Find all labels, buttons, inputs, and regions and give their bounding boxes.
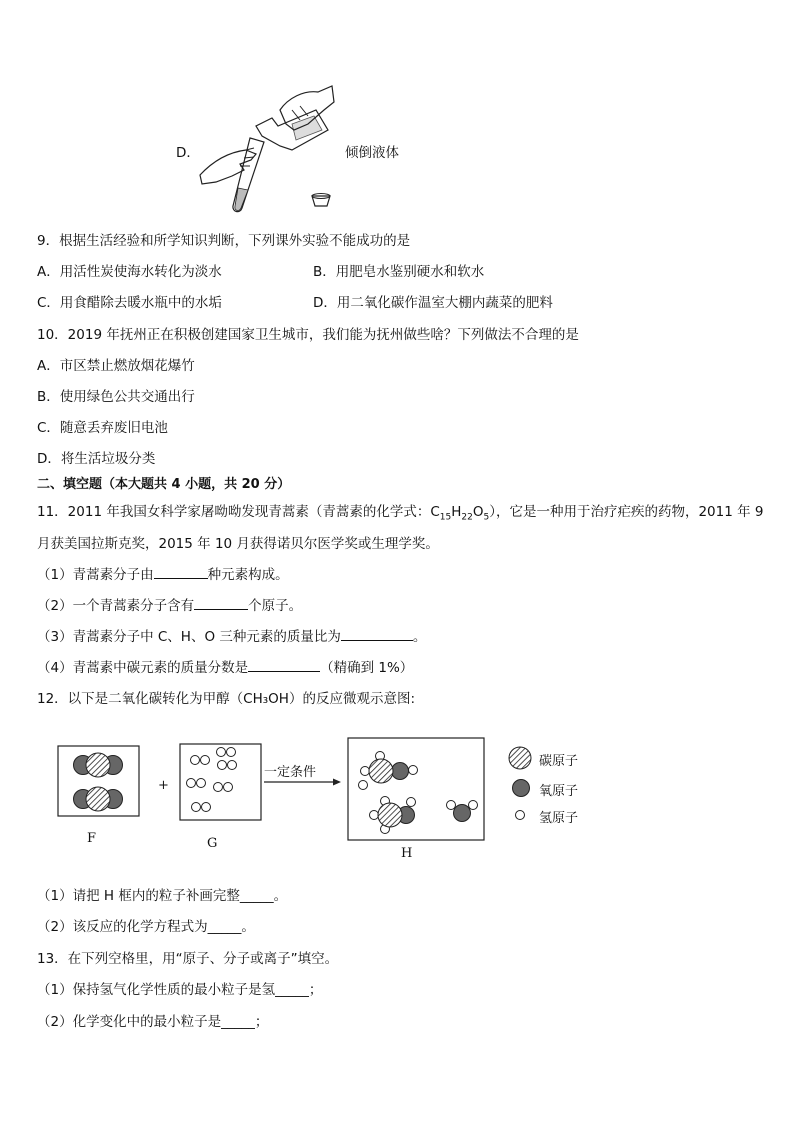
q9-option-c: C．用食醋除去暖水瓶中的水垢 — [37, 295, 222, 311]
box-g-label: G — [207, 836, 218, 851]
q13-part-2: （2）化学变化中的最小粒子是_____； — [37, 1014, 269, 1030]
methanol-molecule — [370, 797, 416, 834]
q11-part-2: （2）一个青蒿素分子含有 个原子。 — [37, 598, 303, 614]
q10-option-c: C．随意丢弃废旧电池 — [37, 420, 168, 436]
co2-molecule — [74, 753, 123, 777]
q12-part-1: （1）请把 H 框内的粒子补画完整_____。 — [37, 888, 288, 904]
q10-option-b: B．使用绿色公共交通出行 — [37, 389, 195, 405]
q10-option-d: D．将生活垃圾分类 — [37, 451, 156, 467]
box-f-label: F — [87, 831, 97, 846]
legend-hydrogen: 氢原子 — [539, 811, 579, 826]
q11-stem-continued: 月获美国拉斯克奖，2015 年 10 月获得诺贝尔医学奖或生理学奖。 — [37, 536, 439, 552]
q11-part-4: （4）青蒿素中碳元素的质量分数是 （精确到 1%） — [37, 660, 414, 676]
option-d-caption: 倾倒液体 — [345, 145, 399, 161]
water-molecule — [447, 801, 478, 822]
box-h-label: H — [401, 846, 413, 861]
q9-option-b: B．用肥皂水鉴别硬水和软水 — [313, 264, 485, 280]
q13-stem: 13．在下列空格里，用“原子、分子或离子”填空。 — [37, 951, 339, 967]
carbon-atom-legend-icon — [509, 747, 531, 769]
q12-stem: 12．以下是二氧化碳转化为甲醇（CH₃OH）的反应微观示意图: — [37, 691, 415, 707]
plus-sign: + — [158, 778, 169, 793]
q11-part-3: （3）青蒿素分子中 C、H、O 三种元素的质量比为 。 — [37, 629, 427, 645]
option-d-letter: D． — [176, 145, 200, 161]
q11-part-1: （1）青蒿素分子由 种元素构成。 — [37, 567, 289, 583]
legend-oxygen: 氧原子 — [539, 784, 579, 799]
box-h — [348, 738, 484, 840]
hydrogen-atom-legend-icon — [516, 811, 525, 820]
h2-molecules — [187, 748, 237, 812]
q9-option-a: A．用活性炭使海水转化为淡水 — [37, 264, 222, 280]
section-two-title: 二、填空题（本大题共 4 小题，共 20 分） — [37, 477, 291, 492]
legend-carbon: 碳原子 — [539, 754, 579, 769]
q10-option-a: A．市区禁止燃放烟花爆竹 — [37, 358, 195, 374]
q10-stem: 10．2019 年抚州正在积极创建国家卫生城市，我们能为抚州做些啥？下列做法不合理的是 — [37, 327, 579, 343]
q9-option-d: D．用二氧化碳作温室大棚内蔬菜的肥料 — [313, 295, 553, 311]
q11-stem: 11．2011 年我国女科学家屠呦呦发现青蒿素（青蒿素的化学式：$C_{15}H_{22}O_5$），它是一种用于治疗疟疾的药物，2011 年 9 — [37, 504, 764, 523]
q9-stem: 9．根据生活经验和所学知识判断，下列课外实验不能成功的是 — [37, 233, 411, 249]
oxygen-atom-legend-icon — [513, 780, 530, 797]
methanol-molecule — [359, 752, 418, 790]
q13-part-1: （1）保持氢气化学性质的最小粒子是氢_____； — [37, 982, 323, 998]
q12-part-2: （2）该反应的化学方程式为_____。 — [37, 919, 255, 935]
co2-molecule — [74, 787, 123, 811]
reaction-condition: 一定条件 — [264, 765, 317, 780]
